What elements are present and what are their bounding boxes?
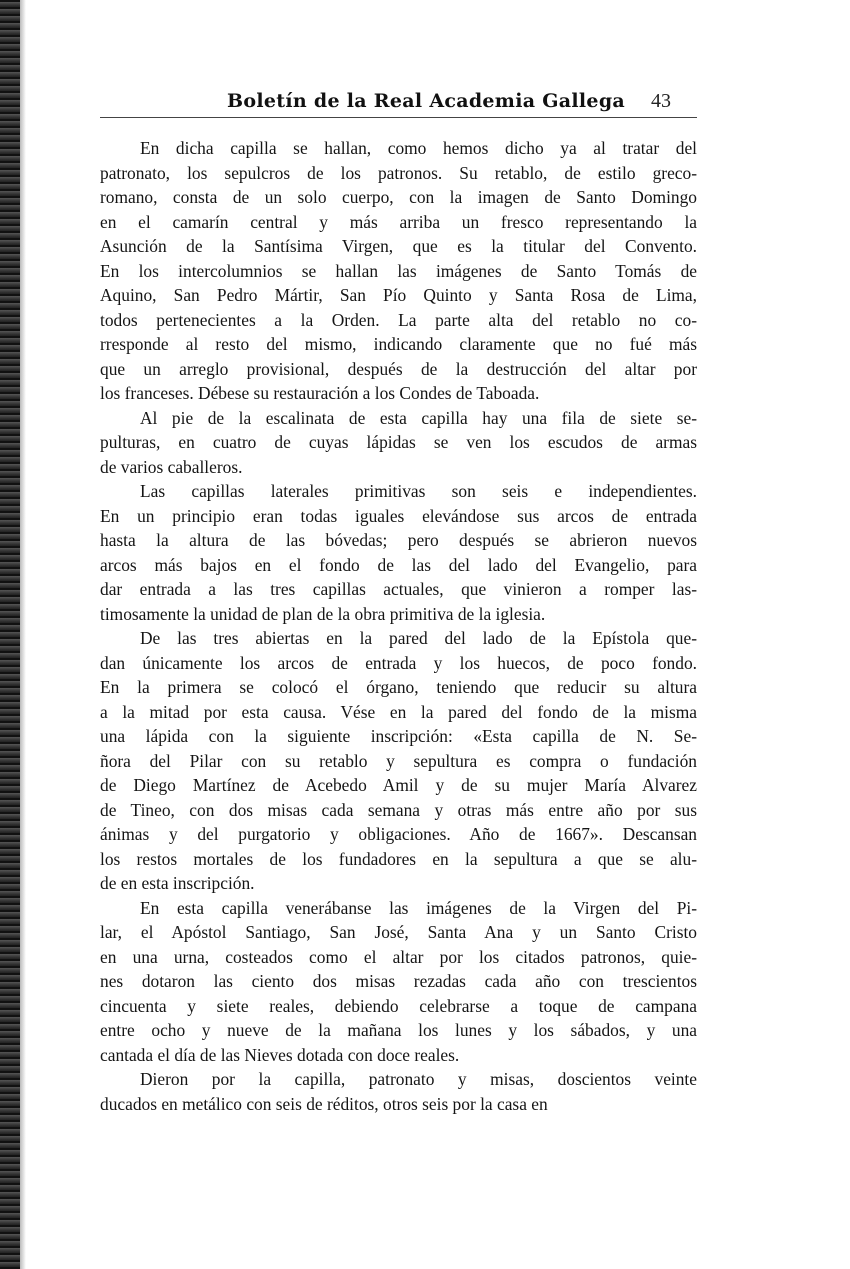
text-line: lar, el Apóstol Santiago, San José, Santa Ana y un Santo Cristo	[100, 922, 697, 942]
text-line: dan únicamente los arcos de entrada y los huecos, de poco fondo.	[100, 652, 697, 673]
text-line: hasta la altura de las bóvedas; pero después se abrieron nuevos	[100, 530, 697, 550]
text-line: ñora del Pilar con su retablo y sepultura es compra o fundación	[100, 750, 697, 771]
paragraph	[100, 1067, 697, 1116]
text-line: los franceses. Débese su restauración a los Condes de Taboada.	[100, 383, 540, 403]
text-line: cincuenta y siete reales, debiendo celebrarse a toque de campana	[100, 995, 697, 1016]
text-line: En un principio eran todas iguales elevándose sus arcos de entrada	[100, 505, 697, 526]
text-line: timosamente la unidad de plan de la obra primitiva de la iglesia.	[100, 603, 546, 624]
text-line: a la mitad por esta causa. Vése en la pared del fondo de la misma	[100, 701, 697, 722]
text-line: ducados en metálico con seis de réditos, otros seis por la casa en	[100, 1093, 548, 1114]
text-line: en una urna, costeados como el altar por los citados patronos, quie-	[100, 946, 697, 967]
text-line: cantada el día de las Nieves dotada con doce reales.	[100, 1044, 460, 1065]
paragraph	[100, 896, 697, 1068]
text-line: En la primera se colocó el órgano, teniendo que reducir su altura	[100, 677, 697, 697]
text-line: pulturas, en cuatro de cuyas lápidas se ven los escudos de armas	[100, 432, 697, 452]
text-line: de Tineo, con dos misas cada semana y otras más entre año por sus	[100, 799, 697, 820]
text-line: de Diego Martínez de Acebedo Amil y de su mujer María Alvarez	[100, 775, 697, 795]
text-line: En esta capilla venerábanse las imágenes de la Virgen del Pi-	[140, 897, 697, 918]
text-line: En dicha capilla se hallan, como hemos dicho ya al tratar del	[140, 138, 697, 158]
text-line: todos pertenecientes a la Orden. La parte alta del retablo no co-	[100, 309, 697, 330]
page-number: 43	[651, 90, 671, 112]
text-line: nes dotaron las ciento dos misas rezadas cada año con trescientos	[100, 971, 697, 991]
text-line: de varios caballeros.	[100, 456, 243, 477]
paragraph	[100, 406, 697, 480]
binding-shadow	[20, 0, 26, 1269]
book-binding-edge	[0, 0, 20, 1269]
paragraph	[100, 136, 697, 406]
body-text	[100, 136, 697, 1116]
text-line: Al pie de la escalinata de esta capilla hay una fila de siete se-	[140, 407, 697, 428]
text-line: los restos mortales de los fundadores en la sepultura a que se alu-	[100, 848, 697, 869]
page-header	[100, 88, 697, 120]
text-line: patronato, los sepulcros de los patronos. Su retablo, de estilo greco-	[100, 162, 697, 183]
text-line: dar entrada a las tres capillas actuales, que vinieron a romper las-	[100, 579, 697, 599]
text-line: ánimas y del purgatorio y obligaciones. Año de 1667». Descansan	[100, 824, 697, 844]
text-line: Aquino, San Pedro Mártir, San Pío Quinto y Santa Rosa de Lima,	[100, 285, 697, 305]
paragraph	[100, 479, 697, 626]
running-title: Boletín de la Real Academia Gallega	[227, 90, 626, 112]
text-line: una lápida con la siguiente inscripción: «Esta capilla de N. Se-	[100, 726, 697, 746]
text-line: Las capillas laterales primitivas son seis e independientes.	[140, 481, 697, 501]
text-line: que un arreglo provisional, después de la destrucción del altar por	[100, 358, 697, 379]
header-rule	[100, 117, 697, 118]
text-line: De las tres abiertas en la pared del lado de la Epístola que-	[140, 628, 697, 648]
text-line: Dieron por la capilla, patronato y misas, doscientos veinte	[140, 1069, 697, 1089]
paragraph	[100, 626, 697, 896]
text-line: Asunción de la Santísima Virgen, que es la titular del Convento.	[100, 236, 697, 256]
text-line: arcos más bajos en el fondo de las del lado del Evangelio, para	[100, 554, 697, 575]
text-line: En los intercolumnios se hallan las imágenes de Santo Tomás de	[100, 260, 697, 281]
text-line: de en esta inscripción.	[100, 873, 255, 893]
text-line: rresponde al resto del mismo, indicando claramente que no fué más	[100, 334, 697, 354]
text-line: entre ocho y nueve de la mañana los lunes y los sábados, y una	[100, 1020, 697, 1040]
text-line: en el camarín central y más arriba un fresco representando la	[100, 211, 697, 232]
text-line: romano, consta de un solo cuerpo, con la imagen de Santo Domingo	[100, 187, 697, 207]
